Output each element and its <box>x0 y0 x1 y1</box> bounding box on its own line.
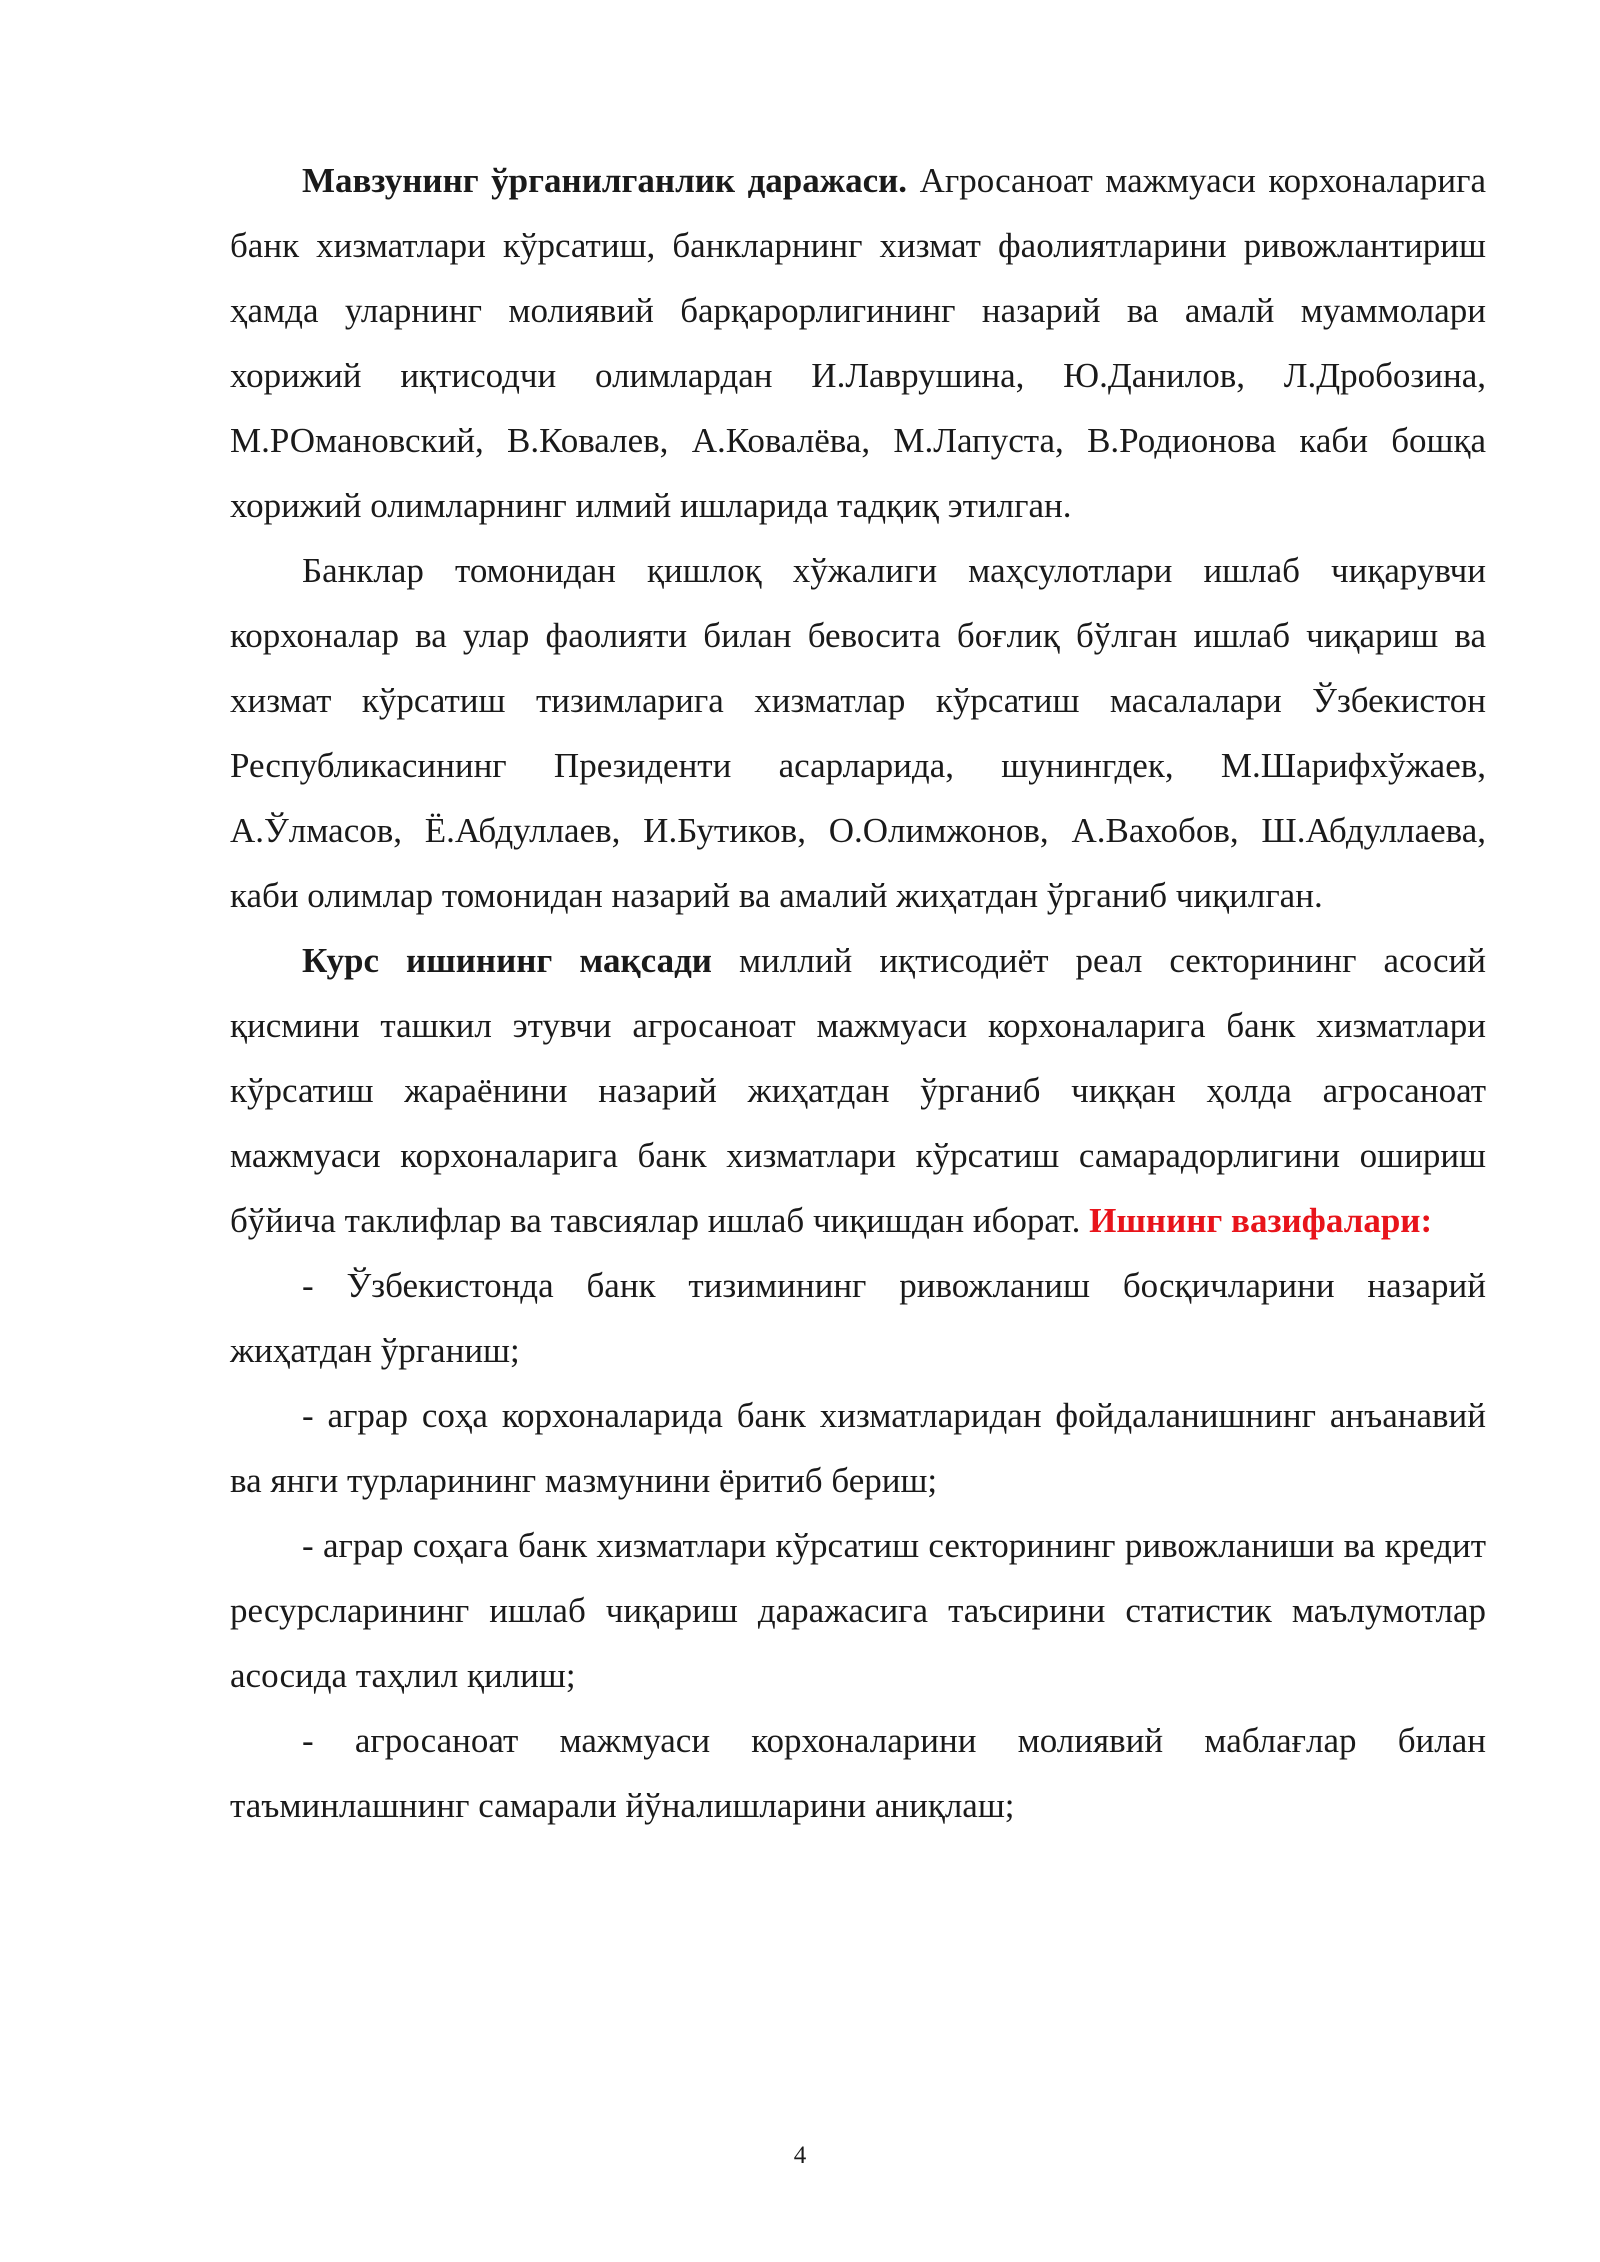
paragraph-course-goal <box>230 928 1486 1253</box>
paragraph-text: миллий иқтисодиёт реал секторининг асосий қисмини ташкил этувчи агросаноат мажмуаси корхоналарига банк хизматлари кўрсатиш жараёнини назарий жиҳатдан ўрганиб чиққан ҳолда агросаноат мажмуаси корхоналарига банк хизматлари кўрсатиш самарадорлигини ошириш бўйича таклифлар ва тавсиялар ишлаб чиқишдан иборат. <box>230 941 1486 1240</box>
paragraph-lead-bold: Курс ишининг мақсади <box>302 941 712 980</box>
paragraph-lead-bold: Мавзунинг ўрганилганлик даражаси. <box>302 161 908 200</box>
page-number: 4 <box>793 2142 807 2169</box>
paragraph-text: Агросаноат мажмуаси корхоналарига банк хизматлари кўрсатиш, банкларнинг хизмат фаолиятларини ривожлантириш ҳамда уларнинг молиявий барқарорлигининг назарий ва амалй муаммолари хорижий иқтисодчи олимлардан И.Лаврушина, Ю.Данилов, Л.Дробозина, М.РОмановский, В.Ковалев, А.Ковалёва, М.Лапуста, В.Родионова каби бошқа хорижий олимларнинг илмий ишларида тадқиқ этилган. <box>230 161 1486 525</box>
document-body <box>230 148 1486 1838</box>
task-item: - аграр соҳа корхоналарида банк хизматларидан фойдаланишнинг анъанавий ва янги турларининг мазмунини ёритиб бериш; <box>230 1396 1486 1500</box>
paragraph-banks-services <box>230 538 1486 928</box>
paragraph-text: Банклар томонидан қишлоқ хўжалиги маҳсулотлари ишлаб чиқарувчи корхоналар ва улар фаолияти билан бевосита боғлиқ бўлган ишлаб чиқариш ва хизмат кўрсатиш тизимларига хизматлар кўрсатиш масалалари Ўзбекистон Республикасининг Президенти асарларида, шунингдек, М.Шарифхўжаев, А.Ўлмасов, Ё.Абдуллаев, И.Бутиков, О.Олимжонов, А.Вахобов, Ш.Абдуллаева, каби олимлар томонидан назарий ва амалий жиҳатдан ўрганиб чиқилган. <box>230 551 1486 915</box>
paragraph-topic-study <box>230 148 1486 538</box>
task-item: - Ўзбекистонда банк тизимининг ривожланиш босқичларини назарий жиҳатдан ўрганиш; <box>230 1266 1486 1370</box>
tasks-heading: Ишнинг вазифалари: <box>1089 1201 1433 1240</box>
task-item: - аграр соҳага банк хизматлари кўрсатиш секторининг ривожланиши ва кредит ресурсларининг ишлаб чиқариш даражасига таъсирини статистик маълумотлар асосида таҳлил қилиш; <box>230 1526 1486 1695</box>
task-item: - агросаноат мажмуаси корхоналарини молиявий маблағлар билан таъминлашнинг самарали йўналишларини аниқлаш; <box>230 1721 1486 1825</box>
